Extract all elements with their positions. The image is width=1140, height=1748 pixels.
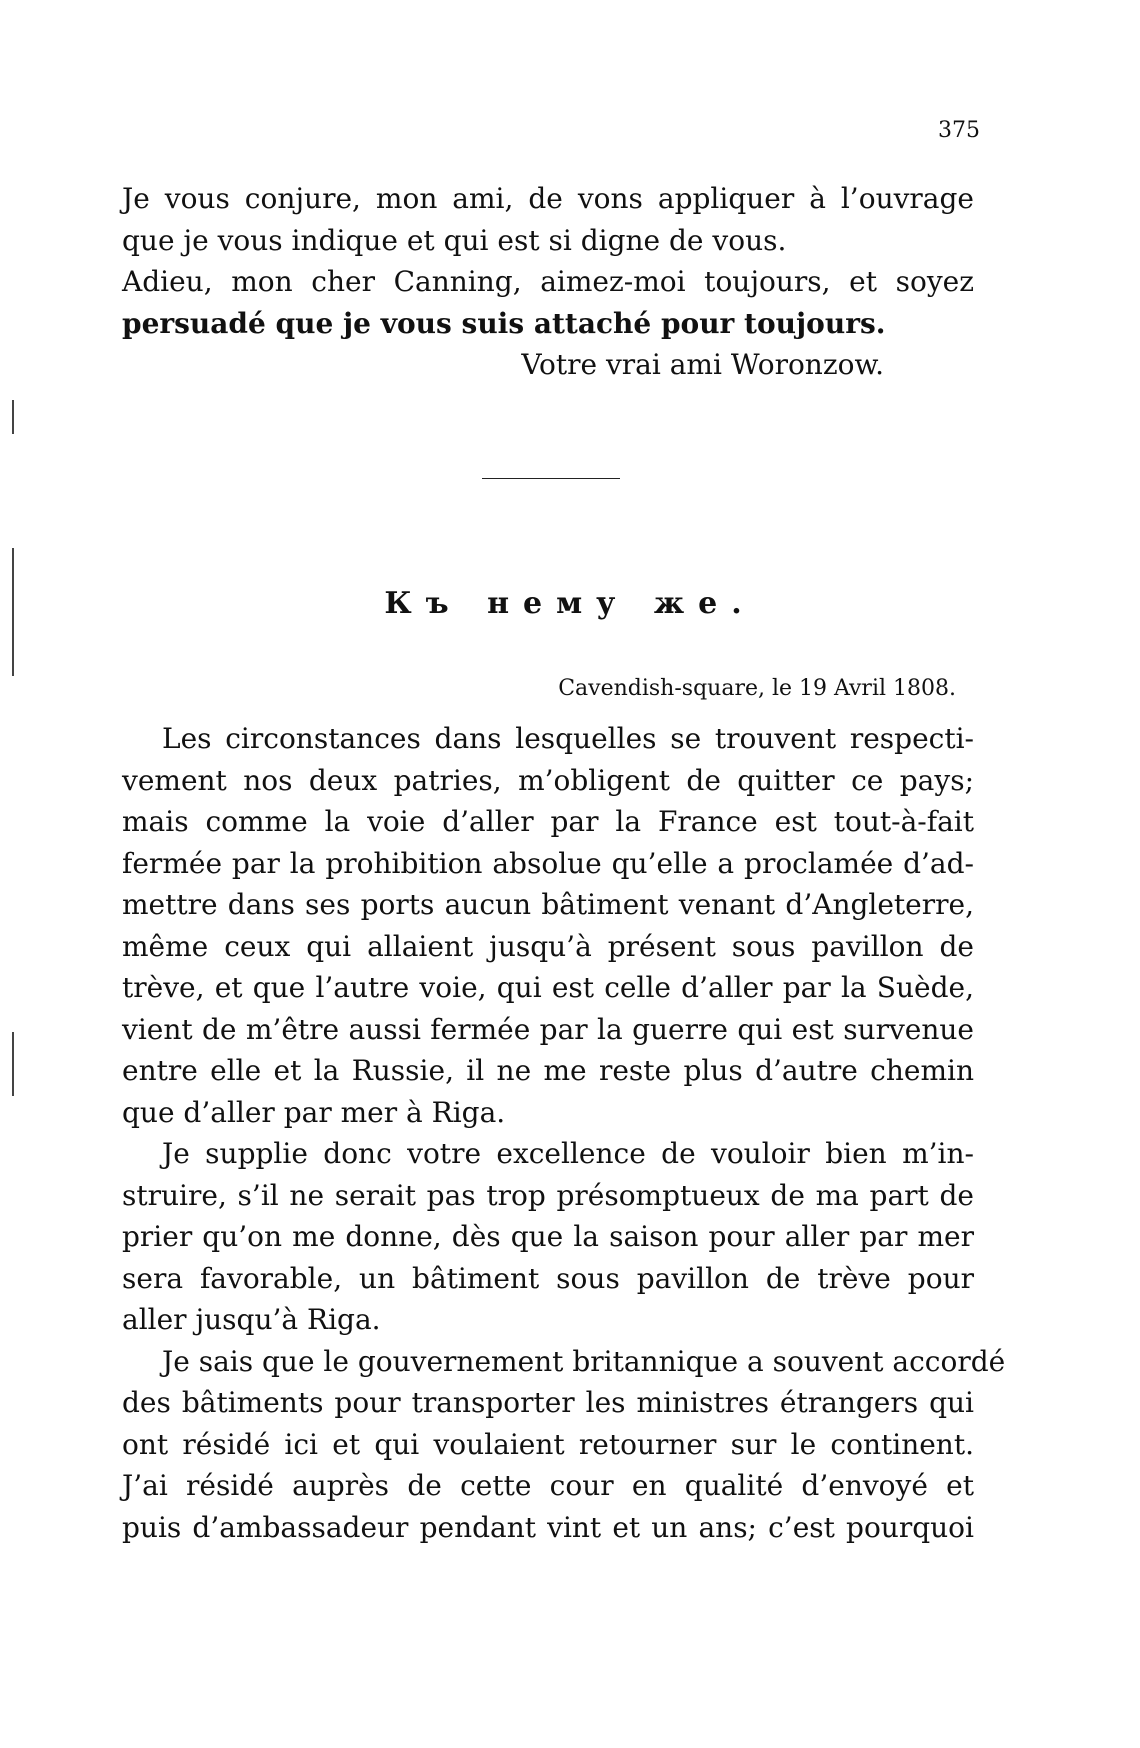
letter-heading: Къ нему же. <box>384 586 756 621</box>
text-line: mettre dans ses ports aucun bâtiment venant d’Angleterre, <box>122 888 974 921</box>
margin-scan-mark <box>12 400 14 434</box>
signature: Votre vrai ami Woronzow. <box>521 348 884 381</box>
text-line: entre elle et la Russie, il ne me reste plus d’autre chemin <box>122 1054 974 1087</box>
text-line: J’ai résidé auprès de cette cour en qualité d’envoyé et <box>122 1469 974 1502</box>
text-line: trève, et que l’autre voie, qui est celle d’aller par la Suède, <box>122 971 974 1004</box>
text-line: prier qu’on me donne, dès que la saison pour aller par mer <box>122 1220 974 1253</box>
section-divider <box>482 478 620 479</box>
text-line: vement nos deux patries, m’obligent de quitter ce pays; <box>122 763 974 797</box>
text-line: que je vous indique et qui est si digne de vous. <box>122 223 787 257</box>
text-line: sera favorable, un bâtiment sous pavillon de trève pour <box>122 1261 974 1295</box>
text-line: puis d’ambassadeur pendant vint et un ans; c’est pourquoi <box>122 1510 974 1544</box>
text-line: même ceux qui allaient jusqu’à présent sous pavillon de <box>122 929 974 963</box>
page-number: 375 <box>938 118 980 143</box>
letter-body <box>122 718 1006 1548</box>
text-line: ont résidé ici et qui voulaient retourner sur le continent. <box>122 1427 974 1461</box>
text-line: fermée par la prohibition absolue qu’elle a proclamée d’ad- <box>122 846 974 880</box>
text-line: Adieu, mon cher Canning, aimez-moi toujours, et soyez <box>122 265 974 298</box>
text-line: struire, s’il ne serait pas trop présomptueux de ma part de <box>122 1178 974 1212</box>
margin-scan-mark <box>12 1032 14 1096</box>
dateline: Cavendish-square, le 19 Avril 1808. <box>558 676 956 701</box>
text-line: Je sais que le gouvernement britannique a souvent accordé <box>162 1344 1006 1378</box>
text-line: vient de m’être aussi fermée par la guerre qui est survenue <box>122 1012 974 1046</box>
text-line: aller jusqu’à Riga. <box>122 1303 381 1336</box>
letter-closing <box>122 178 974 386</box>
text-line: Je vous conjure, mon ami, de vons appliquer à l’ouvrage <box>122 182 974 215</box>
text-line: que d’aller par mer à Riga. <box>122 1095 506 1129</box>
text-line: persuadé que je vous suis attaché pour toujours. <box>122 306 886 340</box>
text-line: Je supplie donc votre excellence de vouloir bien m’in- <box>162 1137 974 1170</box>
text-line: mais comme la voie d’aller par la France est tout-à-fait <box>122 805 974 838</box>
text-line: des bâtiments pour transporter les ministres étrangers qui <box>122 1386 974 1419</box>
text-line: Les circonstances dans lesquelles se trouvent respecti- <box>162 722 974 755</box>
